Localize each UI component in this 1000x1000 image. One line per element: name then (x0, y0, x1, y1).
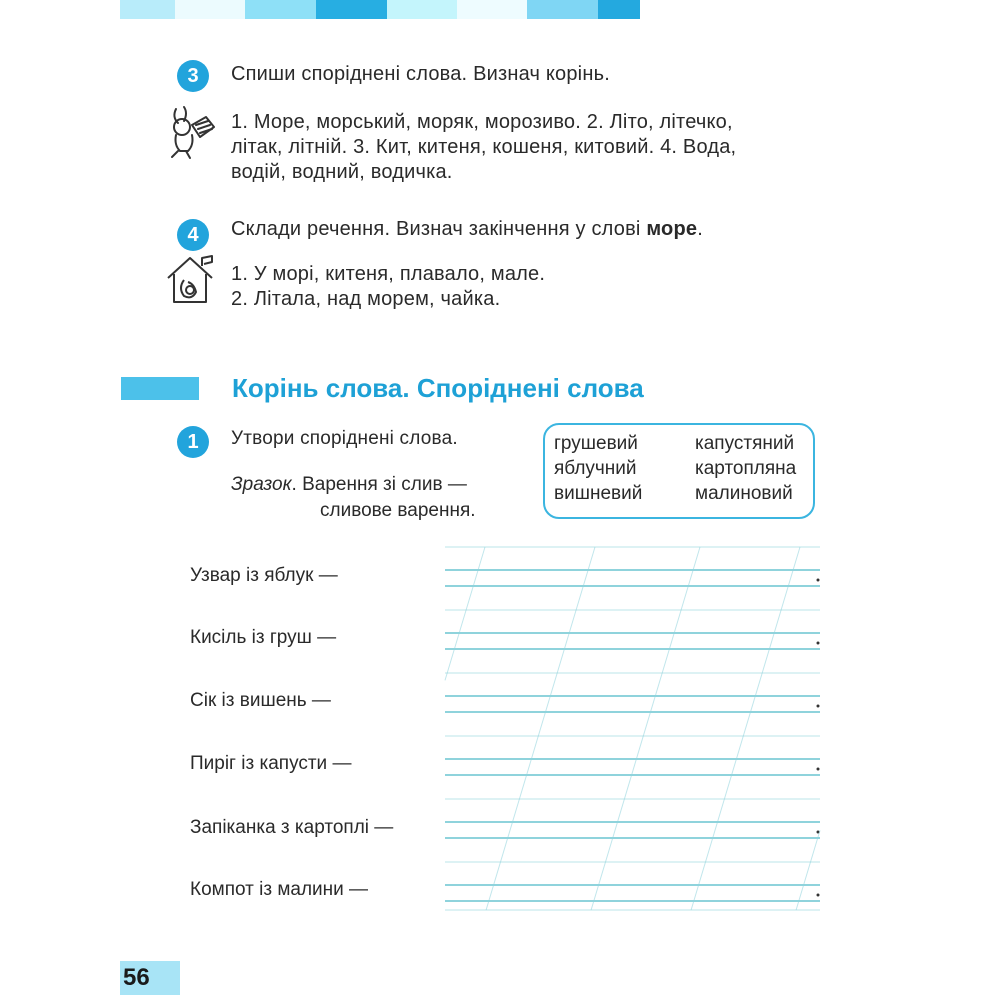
grid-slant-line (691, 547, 800, 910)
instruction-end: . (697, 218, 703, 240)
exercise-1-instruction: Утвори споріднені слова. (231, 428, 458, 449)
exercise-3-number-badge: 3 (177, 60, 209, 92)
section-title: Корінь слова. Споріднені слова (232, 373, 644, 403)
instruction-bold-word: море (646, 218, 698, 240)
word-bank-item: капустяний (695, 433, 795, 454)
exercise-3-line: літак, літній. 3. Кит, китеня, кошеня, китовий. 4. Вода, (231, 136, 737, 158)
period-mark (817, 705, 820, 708)
exercise-3-instruction: Спиши споріднені слова. Визнач корінь. (231, 63, 610, 85)
period-mark (817, 768, 820, 771)
exercise-1-number-badge: 1 (177, 426, 209, 458)
prompt-label: Компот із малини — (190, 879, 369, 900)
prompt-label: Запіканка з картоплі — (190, 817, 394, 838)
exercise-4-number-badge: 4 (177, 219, 209, 251)
example-text: . Варення зі слив — (291, 474, 467, 495)
period-mark (817, 642, 820, 645)
word-bank-item: малиновий (695, 483, 793, 504)
word-bank-item: картопляна (695, 458, 797, 479)
grid-slant-line (445, 547, 485, 680)
prompt-label: Узвар із яблук — (190, 565, 338, 586)
prompt-label: Пиріг із капусти — (190, 753, 352, 774)
period-mark (817, 894, 820, 897)
word-bank-item: грушевий (554, 433, 638, 454)
exercise-3-line: 1. Море, морський, моряк, морозиво. 2. Літо, літечко, (231, 111, 733, 133)
prompt-label: Кисіль із груш — (190, 627, 337, 648)
exercise-4-line: 2. Літала, над морем, чайка. (231, 288, 501, 310)
period-mark (817, 579, 820, 582)
exercise-3-line: водій, водний, водичка. (231, 161, 453, 183)
example-line-2: сливове варення. (320, 500, 476, 521)
grid-slant-line (486, 547, 595, 910)
prompt-label: Сік із вишень — (190, 690, 331, 711)
word-bank-item: вишневий (554, 483, 643, 504)
word-bank-item: яблучний (554, 458, 637, 479)
instruction-text: Склади речення. Визнач закінчення у слові (231, 218, 647, 240)
example-label: Зразок (231, 474, 292, 495)
grid-slant-line (591, 547, 700, 910)
page-number: 56 (120, 961, 180, 995)
exercise-4-line: 1. У морі, китеня, плавало, мале. (231, 263, 546, 285)
grid-slant-line (796, 830, 820, 910)
